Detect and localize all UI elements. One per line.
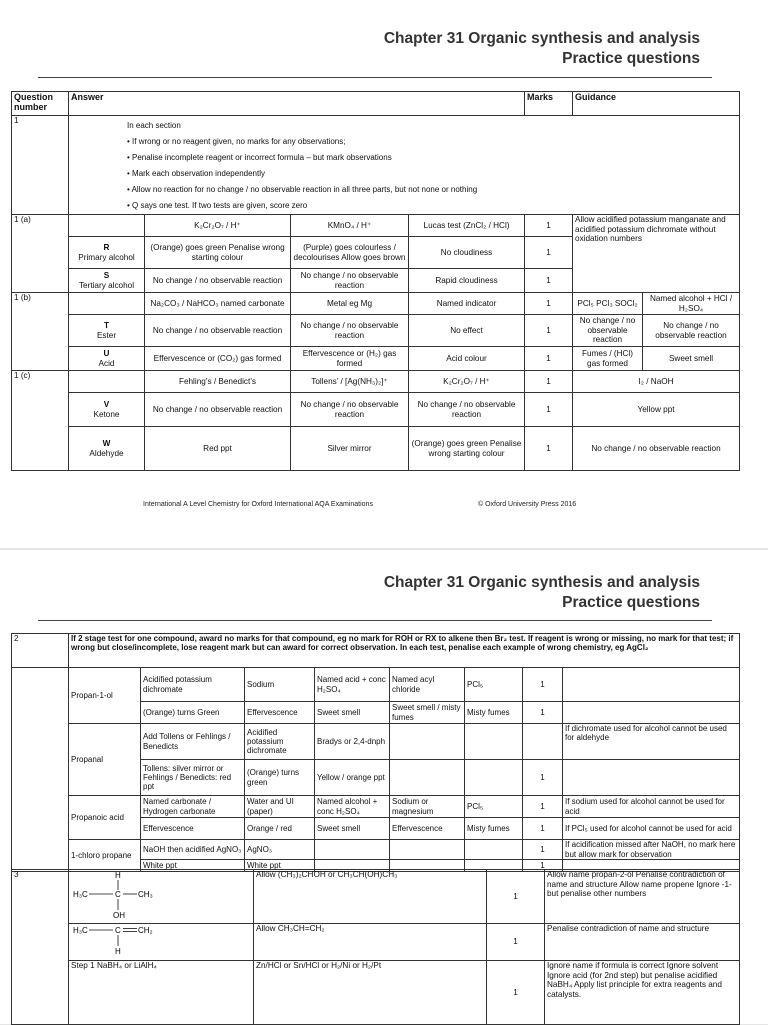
guidance-observation: No change / no observable reaction: [643, 315, 740, 347]
observation-cell: No effect: [409, 315, 525, 347]
col-header-guidance: Guidance: [573, 92, 740, 116]
compound-name: Primary alcohol: [78, 252, 135, 262]
reagent-cell: Metal eg Mg: [291, 293, 409, 315]
chapter-title: Chapter 31 Organic synthesis and analysis: [383, 574, 700, 591]
atom-label: CH₃: [138, 890, 153, 899]
observation-cell: Misty fumes: [465, 702, 523, 724]
guidance-observation: Sweet smell: [643, 347, 740, 371]
compound-name: Propan-1-ol: [69, 668, 141, 724]
observation-cell: Sweet smell: [315, 702, 390, 724]
mark-cell: 1: [487, 961, 545, 1025]
compound-cell: [69, 237, 145, 269]
guidance-cell: If dichromate used for alcohol cannot be used for aldehyde: [563, 724, 740, 760]
reagent-cell: Fehling’s / Benedict’s: [145, 371, 291, 393]
propan-2-ol-structure: [71, 870, 191, 920]
mark-cell: 1: [525, 293, 573, 315]
observation-cell: Acid colour: [409, 347, 525, 371]
guidance-observation: Yellow ppt: [573, 393, 740, 427]
compound-cell: [69, 269, 145, 293]
section-title: Practice questions: [562, 50, 700, 67]
page-2: [0, 550, 768, 1024]
mark-cell: [523, 760, 563, 796]
guidance-cell: If sodium used for alcohol cannot be used for acid: [563, 796, 740, 818]
observation-cell: Effervescence: [390, 818, 465, 840]
blank-cell: [12, 668, 69, 872]
compound-cell: [69, 427, 145, 471]
question-number: 2: [12, 634, 69, 668]
blank-cell: [465, 724, 523, 760]
reagent-cell: K₂Cr₂O₇ / H⁺: [409, 371, 525, 393]
reagent-cell: PCl₅: [465, 796, 523, 818]
section-title: Practice questions: [562, 594, 700, 611]
blank-cell: [390, 724, 465, 760]
blank-cell: [465, 840, 523, 860]
observation-cell: No change / no observable reaction: [145, 315, 291, 347]
compound-name: Propanal: [69, 724, 141, 796]
observation-cell: No change / no observable reaction: [145, 269, 291, 293]
mark-cell: 1: [523, 668, 563, 702]
reagent-cell: Tollens’ / [Ag(NH₃)₂]⁺: [291, 371, 409, 393]
observation-cell: Effervescence or (CO₂) gas formed: [145, 347, 291, 371]
reagent-cell: K₂Cr₂O₇ / H⁺: [145, 215, 291, 237]
observation-cell: Tollens: silver mirror or Fehlings / Benedicts: red ppt: [141, 760, 245, 796]
atom-label: H₃C: [73, 925, 88, 935]
compound-code: U: [103, 348, 110, 358]
compound-name: Tertiary alcohol: [78, 280, 135, 290]
blank-cell: [69, 371, 145, 393]
mark-cell: 1: [487, 923, 545, 961]
mark-cell: 1: [525, 237, 573, 269]
propene-structure: [71, 924, 191, 958]
observation-cell: White ppt: [245, 860, 315, 872]
observation-cell: (Purple) goes colourless / decolourises Allow goes brown: [291, 237, 409, 269]
observation-cell: No cloudiness: [409, 237, 525, 269]
guidance-cell: Allow name propan-2-ol Penalise contradiction of name and structure Allow name propene Ignore -1- but penalise other numbers: [545, 870, 740, 924]
q2-instructions: If 2 stage test for one compound, award no marks for that compound, eg no mark for ROH or RX to alkene then Br₂ test. If reagent is wrong or missing, no mark for that test; if wrong but close/incomplete, lose reagent mark but can award for correct observation. In each test, penalise each example of wrong chemistry, eg AgCl₂: [69, 634, 740, 668]
reagent-cell: Named acyl chloride: [390, 668, 465, 702]
observation-cell: White ppt: [141, 860, 245, 872]
instruction-line: • If wrong or no reagent given, no marks for any observations;: [127, 137, 346, 146]
guidance-cell: Penalise contradiction of name and structure: [545, 923, 740, 961]
guidance-reagent: I₂ / NaOH: [573, 371, 740, 393]
observation-cell: Orange / red: [245, 818, 315, 840]
compound-name: 1-chloro propane: [69, 840, 141, 872]
mark-scheme-table-2: [11, 633, 740, 872]
compound-code: S: [103, 270, 110, 280]
compound-cell: [69, 315, 145, 347]
atom-label: CH₂: [138, 925, 153, 935]
observation-cell: Red ppt: [145, 427, 291, 471]
compound-code: R: [103, 242, 110, 252]
blank-cell: [390, 760, 465, 796]
compound-name: Ester: [96, 330, 117, 340]
mark-cell: 1: [525, 427, 573, 471]
guidance-cell: If acidification missed after NaOH, no mark here but allow mark for observation: [563, 840, 740, 860]
atom-label: OH: [113, 911, 125, 920]
instruction-line: • Penalise incomplete reagent or incorrect formula – but mark observations: [127, 153, 392, 162]
page-1-header: [384, 29, 700, 69]
atom-label: H: [115, 946, 121, 956]
observation-cell: (Orange) goes green Penalise wrong starting colour: [409, 427, 525, 471]
mark-cell: 1: [523, 840, 563, 860]
guidance-cell: Ignore name if formula is correct Ignore solvent Ignore acid (for 2nd step) but penalise acidified NaBH₄ Apply list principle for extra reagents and catalysts.: [545, 961, 740, 1025]
observation-cell: No change / no observable reaction: [291, 269, 409, 293]
mark-cell: 1: [523, 860, 563, 872]
q1-instructions: [69, 116, 740, 215]
guidance-cell: If PCl₅ used for alcohol cannot be used for acid: [563, 818, 740, 840]
atom-label: H₃C: [73, 890, 88, 899]
guidance-reagent: PCl₅ PCl₃ SOCl₂: [573, 293, 643, 315]
instruction-line: In each section: [127, 121, 181, 130]
blank-cell: [315, 840, 390, 860]
compound-name: Aldehyde: [89, 448, 124, 458]
question-number: 1 (c): [12, 371, 69, 471]
answer-cell: Zn/HCl or Sn/HCl or H₂/Ni or H₂/Pt: [254, 961, 487, 1025]
footer-copyright: © Oxford University Press 2016: [478, 501, 577, 508]
structure-propene: [69, 923, 254, 961]
compound-code: T: [103, 320, 109, 330]
mark-cell: 1: [523, 796, 563, 818]
compound-cell: [69, 347, 145, 371]
observation-cell: Sweet smell / misty fumes: [390, 702, 465, 724]
reagent-cell: Sodium: [245, 668, 315, 702]
step-cell: Step 1 NaBH₄ or LiAlH₄: [69, 961, 254, 1025]
guidance-observation: Fumes / (HCl) gas formed: [573, 347, 643, 371]
reagent-cell: NaOH then acidified AgNO₃: [141, 840, 245, 860]
blank-cell: [69, 293, 145, 315]
reagent-cell: KMnO₄ / H⁺: [291, 215, 409, 237]
guidance-observation: No change / no observable reaction: [573, 427, 740, 471]
mark-cell: 1: [523, 818, 563, 840]
chapter-title: Chapter 31 Organic synthesis and analysis: [383, 30, 700, 47]
observation-cell: No change / no observable reaction: [291, 393, 409, 427]
mark-cell: 1: [487, 870, 545, 924]
reagent-cell: Bradys or 2,4-dnph: [315, 724, 390, 760]
mark-cell: 1: [525, 315, 573, 347]
observation-cell: (Orange) goes green Penalise wrong starting colour: [145, 237, 291, 269]
guidance-cell: [563, 702, 740, 724]
observation-cell: No change / no observable reaction: [145, 393, 291, 427]
atom-label: C: [115, 890, 121, 899]
mark-cell: 1: [525, 371, 573, 393]
question-number: 3: [12, 870, 69, 1025]
observation-cell: Effervescence: [141, 818, 245, 840]
col-header-question: Question number: [12, 92, 69, 116]
answer-cell: Allow (CH₃)₂CHOH or CH₃CH(OH)CH₃: [254, 870, 487, 924]
observation-cell: Effervescence: [245, 702, 315, 724]
question-number: 1 (a): [12, 215, 69, 293]
reagent-cell: Named alcohol + conc H₂SO₄: [315, 796, 390, 818]
reagent-cell: AgNO₃: [245, 840, 315, 860]
guidance-cell: Allow acidified potassium manganate and acidified potassium dichromate without oxidation numbers: [573, 215, 740, 293]
reagent-cell: Add Tollens or Fehlings / Benedicts: [141, 724, 245, 760]
observation-cell: Yellow / orange ppt: [315, 760, 390, 796]
instruction-line: • Allow no reaction for no change / no observable reaction in all three parts, but not none or nothing: [127, 185, 478, 194]
reagent-cell: PCl₅: [465, 668, 523, 702]
mark-cell: 1: [523, 702, 563, 724]
col-header-marks: Marks: [525, 92, 573, 116]
observation-cell: Effervescence or (H₂) gas formed: [291, 347, 409, 371]
guidance-cell: [563, 760, 740, 796]
compound-code: V: [103, 399, 110, 409]
mark-cell: 1: [525, 269, 573, 293]
observation-cell: Sweet smell: [315, 818, 390, 840]
observation-cell: Rapid cloudiness: [409, 269, 525, 293]
header-rule: [38, 620, 712, 621]
observation-cell: No change / no observable reaction: [409, 393, 525, 427]
reagent-cell: Acidified potassium dichromate: [141, 668, 245, 702]
reagent-cell: Named indicator: [409, 293, 525, 315]
compound-name: Propanoic acid: [69, 796, 141, 840]
compound-name: Acid: [98, 358, 115, 368]
atom-label: H: [115, 871, 121, 880]
reagent-cell: Lucas test (ZnCl₂ / HCl): [409, 215, 525, 237]
mark-cell: 1: [525, 347, 573, 371]
question-number: 1: [12, 116, 69, 215]
page-2-header: [384, 573, 700, 613]
atom-label: C: [115, 925, 121, 935]
footer-publication: International A Level Chemistry for Oxford International AQA Examinations: [143, 501, 373, 508]
guidance-reagent: Named alcohol + HCl / H₂SO₄: [643, 293, 740, 315]
guidance-cell: [563, 668, 740, 702]
blank-cell: [69, 215, 145, 237]
reagent-cell: Named carbonate / Hydrogen carbonate: [141, 796, 245, 818]
compound-name: Ketone: [93, 409, 120, 419]
observation-cell: No change / no observable reaction: [291, 315, 409, 347]
compound-code: W: [102, 438, 111, 448]
blank-cell: [390, 840, 465, 860]
guidance-observation: No change / no observable reaction: [573, 315, 643, 347]
mark-scheme-table-1: [11, 91, 740, 471]
instruction-line: • Mark each observation independently: [127, 169, 265, 178]
structure-propan-2-ol: [69, 870, 254, 924]
compound-cell: [69, 393, 145, 427]
mark-scheme-table-3: [11, 869, 740, 1025]
instruction-line: • Q says one test. If two tests are given, score zero: [127, 201, 308, 210]
reagent-cell: Sodium or magnesium: [390, 796, 465, 818]
blank-cell: [523, 724, 563, 760]
mark-value: 1: [540, 772, 545, 782]
header-rule: [38, 77, 712, 78]
mark-cell: 1: [525, 393, 573, 427]
answer-cell: Allow CH₃CH=CH₂: [254, 923, 487, 961]
blank-cell: [465, 760, 523, 796]
reagent-cell: Named acid + conc H₂SO₄: [315, 668, 390, 702]
observation-cell: Silver mirror: [291, 427, 409, 471]
observation-cell: Misty fumes: [465, 818, 523, 840]
reagent-cell: Acidified potassium dichromate: [245, 724, 315, 760]
observation-cell: (Orange) turns green: [245, 760, 315, 796]
col-header-answer: Answer: [69, 92, 525, 116]
reagent-cell: Na₂CO₃ / NaHCO₃ named carbonate: [145, 293, 291, 315]
observation-cell: (Orange) turns Green: [141, 702, 245, 724]
mark-cell: 1: [525, 215, 573, 237]
question-number: 1 (b): [12, 293, 69, 371]
reagent-cell: Water and UI (paper): [245, 796, 315, 818]
